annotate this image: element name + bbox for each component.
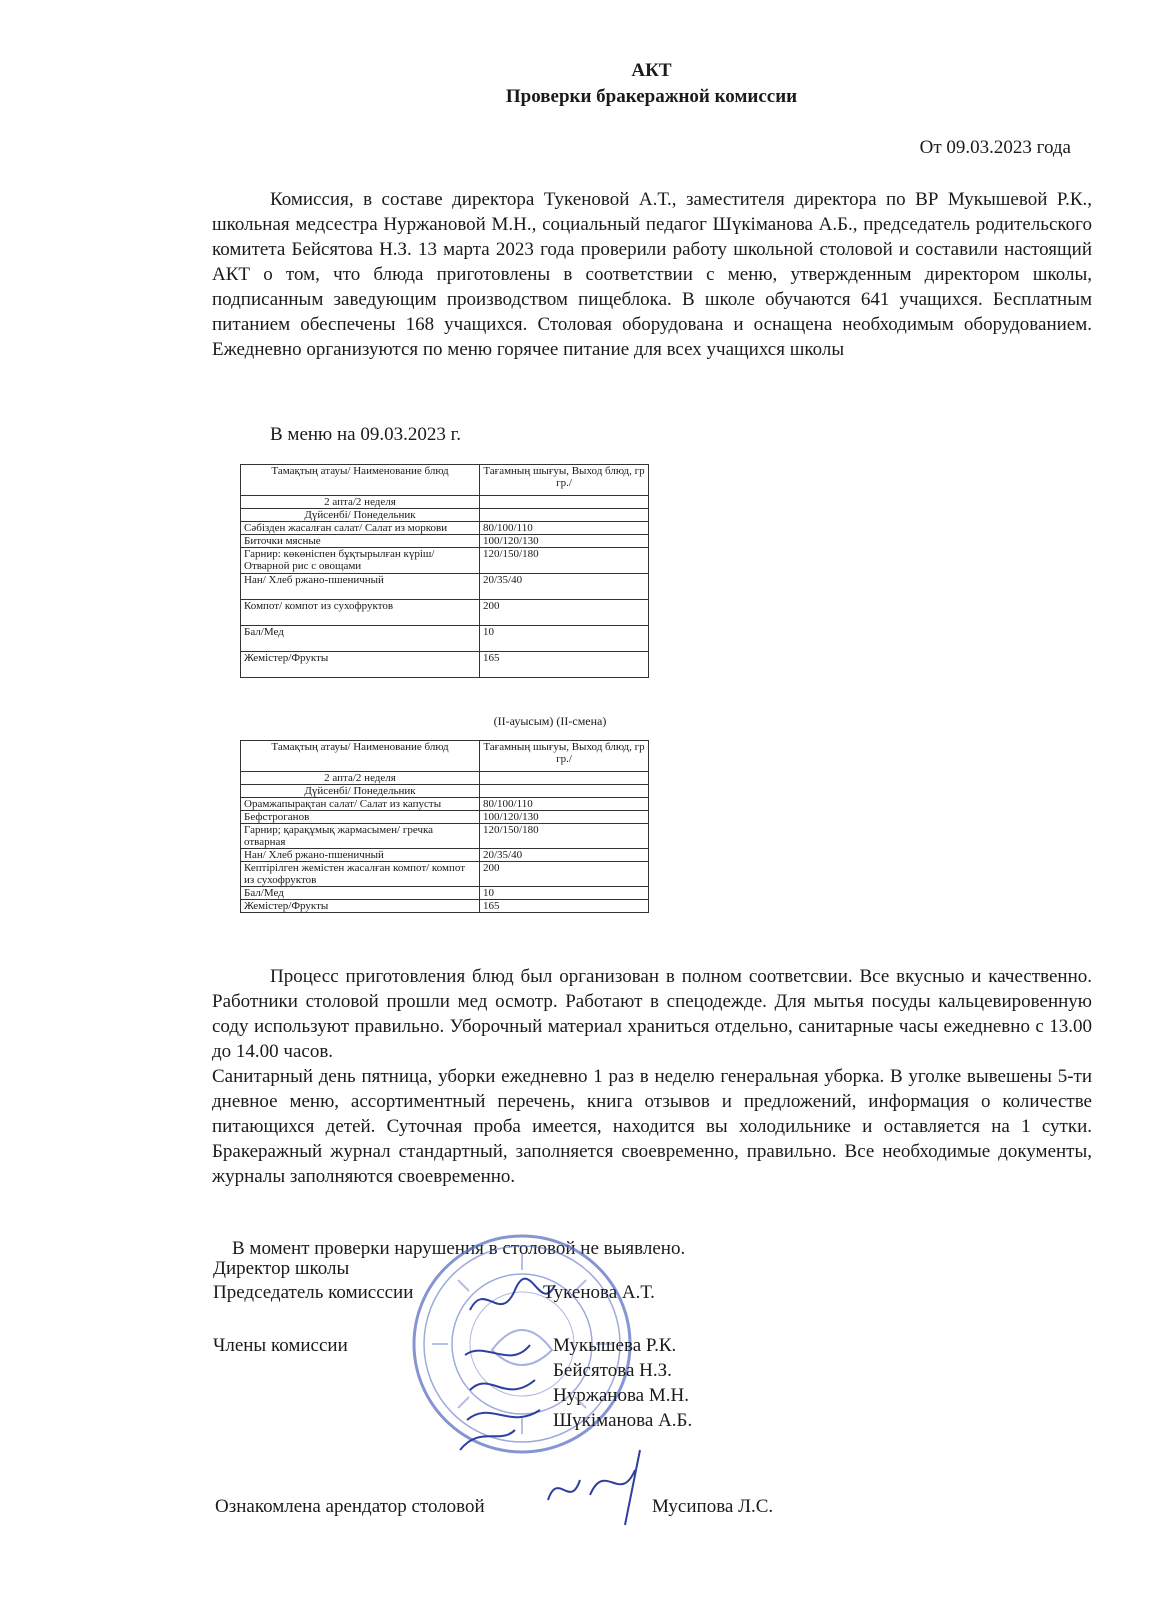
member-name: Шүкіманова А.Б. <box>553 1410 693 1431</box>
col-dish-name-header: Тамақтың атауы/ Наименование блюд <box>241 465 480 496</box>
dish-name: Гарнир; қарақұмық жармасымен/ гречка отварная <box>241 824 480 849</box>
dish-name: Бал/Мед <box>241 626 480 652</box>
dish-name: Сәбізден жасалған салат/ Салат из моркови <box>241 522 480 535</box>
table-row <box>241 849 649 862</box>
day-cell: Дүйсенбі/ Понедельник <box>241 509 480 522</box>
table-row <box>241 824 649 849</box>
dish-name: Орамжапырақтан салат/ Салат из капусты <box>241 798 480 811</box>
col-portion-header: Тағамның шығуы, Выход блюд, гр гр./ <box>480 465 649 496</box>
dish-name: Компот/ компот из сухофруктов <box>241 600 480 626</box>
table-row <box>241 509 649 522</box>
document-title: АКТ <box>631 60 672 81</box>
dish-portion: 20/35/40 <box>480 574 649 600</box>
dish-name: Бефстроганов <box>241 811 480 824</box>
table-row <box>241 811 649 824</box>
table-row <box>241 535 649 548</box>
table-row <box>241 652 649 678</box>
dish-portion: 120/150/180 <box>480 548 649 574</box>
dish-portion: 10 <box>480 887 649 900</box>
tenant-name: Мусипова Л.С. <box>652 1496 774 1517</box>
col-dish-name-header: Тамақтың атауы/ Наименование блюд <box>241 741 480 772</box>
document-subtitle: Проверки бракеражной комиссии <box>505 86 798 107</box>
dish-name: Жемістер/Фрукты <box>241 900 480 913</box>
member-name: Нуржанова М.Н. <box>553 1385 689 1406</box>
table-row <box>241 785 649 798</box>
intro-text: Комиссия, в составе директора Тукеновой А.Т., заместителя директора по ВР Мукышевой Р.К., школьная медсестра Нуржановой М.Н., социальный педагог Шүкіманова А.Б., председатель родительского комитета Бейсятова Н.З. 13 марта 2023 года проверили работу школьной столовой и составили настоящий АКТ о том, что блюда приготовлены в соответствии с меню, утвержденным директором школы, подписанным заведующим производством пищеблока. В школе обучаются 641 учащихся. Бесплатным питанием обеспечены 168 учащихся. Столовая оборудована и оснащена необходимым оборудованием. Ежедневно организуются по меню горячее питание для всех учащихся школы <box>212 189 1092 360</box>
menu-table-shift-1 <box>240 464 649 678</box>
dish-name: Кептірілген жемістен жасалған компот/ компот из сухофруктов <box>241 862 480 887</box>
dish-portion: 100/120/130 <box>480 535 649 548</box>
dish-portion: 200 <box>480 600 649 626</box>
dish-name: Бал/Мед <box>241 887 480 900</box>
dish-portion: 165 <box>480 900 649 913</box>
week-cell: 2 апта/2 неделя <box>241 772 480 785</box>
menu-table-shift-2 <box>240 740 649 913</box>
dish-portion: 165 <box>480 652 649 678</box>
dish-name: Жемістер/Фрукты <box>241 652 480 678</box>
signature-members-icon <box>455 1335 550 1455</box>
table-row <box>241 900 649 913</box>
chair-label: Председатель комисссии <box>213 1282 414 1303</box>
table-header-row <box>241 741 649 772</box>
tenant-label: Ознакомлена арендатор столовой <box>215 1496 485 1517</box>
table-row <box>241 548 649 574</box>
process-paragraph <box>212 964 1092 1189</box>
dish-portion: 80/100/110 <box>480 522 649 535</box>
process-text: Процесс приготовления блюд был организован в полном соответсвии. Все вкусныо и качественно. Работники столовой прошли мед осмотр. Работают в спецодежде. Для мытья посуды кальцевировенную соду используют правильно. Уборочный материал храниться отдельно, санитарные часы ежедневно с 13.00 до 14.00 часов. <box>212 966 1092 1062</box>
member-name: Бейсятова Н.З. <box>553 1360 672 1381</box>
intro-paragraph <box>212 187 1092 362</box>
sanitary-text: Санитарный день пятница, уборки ежедневно 1 раз в неделю генеральная уборка. В уголке вывешены 5-ти дневное меню, ассортиментный перечень, книга отзывов и предложений, информация о количестве питающихся детей. Суточная проба имеется, находится вы холодильнике и оставляется на 1 сутки. Бракеражный журнал стандартный, заполняется своевременно, правильно. Все необходимые документы, журналы заполняются своевременно. <box>212 1066 1092 1187</box>
table-row <box>241 862 649 887</box>
director-label: Директор школы <box>213 1258 350 1279</box>
dish-name: Гарнир: көкөніспен бұқтырылған күріш/Отварной рис с овощами <box>241 548 480 574</box>
menu-date-line: В меню на 09.03.2023 г. <box>270 424 461 445</box>
day-cell: Дүйсенбі/ Понедельник <box>241 785 480 798</box>
table-row <box>241 887 649 900</box>
conclusion-paragraph <box>232 1236 1092 1261</box>
table-row <box>241 496 649 509</box>
week-cell: 2 апта/2 неделя <box>241 496 480 509</box>
signature-tenant-icon <box>540 1440 660 1530</box>
col-portion-header: Тағамның шығуы, Выход блюд, гр гр./ <box>480 741 649 772</box>
table-row <box>241 600 649 626</box>
dish-name: Нан/ Хлеб ржано-пшеничный <box>241 849 480 862</box>
dish-portion: 200 <box>480 862 649 887</box>
dish-name: Нан/ Хлеб ржано-пшеничный <box>241 574 480 600</box>
dish-portion: 20/35/40 <box>480 849 649 862</box>
members-label: Члены комиссии <box>213 1335 348 1356</box>
document-date: От 09.03.2023 года <box>919 137 1071 158</box>
dish-portion: 120/150/180 <box>480 824 649 849</box>
table-row <box>241 574 649 600</box>
chair-name: Тукенова А.Т. <box>543 1282 655 1303</box>
dish-portion: 80/100/110 <box>480 798 649 811</box>
shift-label: (ІІ-ауысым) (ІІ-смена) <box>493 714 607 728</box>
member-name: Мукышева Р.К. <box>553 1335 677 1356</box>
dish-portion: 10 <box>480 626 649 652</box>
table-row <box>241 772 649 785</box>
table-row <box>241 626 649 652</box>
dish-name: Биточки мясные <box>241 535 480 548</box>
table-header-row <box>241 465 649 496</box>
conclusion-text: В момент проверки нарушения в столовой не выявлено. <box>232 1238 686 1259</box>
table-row <box>241 522 649 535</box>
table-row <box>241 798 649 811</box>
dish-portion: 100/120/130 <box>480 811 649 824</box>
